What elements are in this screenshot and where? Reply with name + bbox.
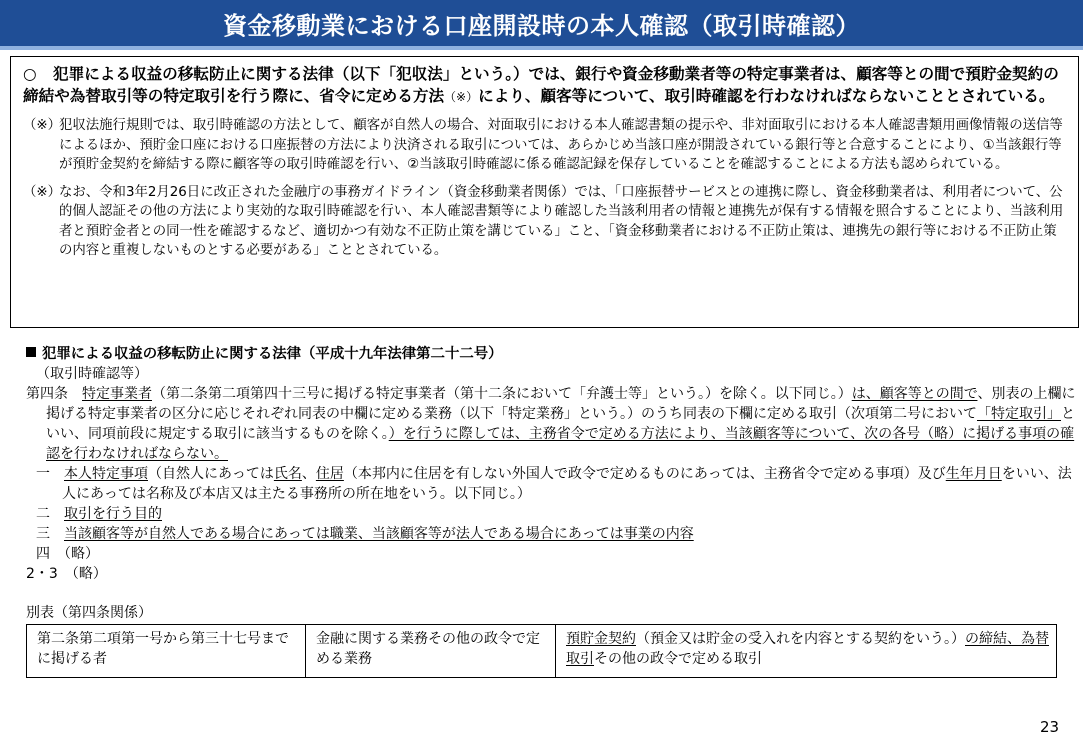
paragraph-2-3-num: 2・3 <box>26 566 58 582</box>
article-f: といい、同項前段に規定する取引に該当するものを除く。 <box>46 406 1075 442</box>
item-1-b: （自然人にあっては <box>148 466 274 482</box>
item-1-e: 住居 <box>315 466 344 482</box>
law-subtitle: （取引時確認等） <box>36 366 148 382</box>
col3-d: その他の政令で定める取引 <box>594 651 762 667</box>
note-1-mark: （※） <box>23 118 62 133</box>
article-b: （第二条第二項第四十三号に掲げる特定事業者（第十二条において「弁護士等」という。）を除く。以下同じ。） <box>152 386 852 402</box>
law-title-text: 犯罪による収益の移転防止に関する法律（平成十九年法律第二十二号） <box>42 346 503 362</box>
table-cell-business: 金融に関する業務その他の政令で定める業務 <box>306 625 556 678</box>
summary-main-pre: 犯罪による収益の移転防止に関する法律（以下「犯収法」という。）では、銀行や資金移動業者等の特定事業者は、顧客等との間で預貯金契約の締結や為替取引等の特定取引を行う際に、省令に定める方法 <box>23 65 1059 105</box>
item-3-text: 当該顧客等が自然人である場合にあっては職業、当該顧客等が法人である場合にあっては事業の内容 <box>64 526 694 542</box>
paragraph-2-3 <box>26 564 1076 584</box>
item-2-num: 二 <box>36 506 50 522</box>
law-section <box>26 344 1076 584</box>
item-4 <box>26 544 1076 564</box>
article-4 <box>26 384 1076 464</box>
table-cell-business-type: 第二条第二項第一号から第三十七号までに掲げる者 <box>27 625 306 678</box>
article-label: 第四条 <box>26 386 68 402</box>
law-title <box>26 344 1076 364</box>
table-cell-transaction <box>556 625 1057 678</box>
item-1-a: 本人特定事項 <box>64 466 148 482</box>
item-1-d: 、 <box>301 466 316 482</box>
note-1-text: 犯収法施行規則では、取引時確認の方法として、顧客が自然人の場合、対面取引における本人確認書類の提示や、非対面取引における本人確認書類用画像情報の送信等によるほか、預貯金口座における口座振替の方法により決済される取引については、あらかじめ当該口座が開設されている銀行等と合意することにより、①当該銀行等が預貯金契約を締結する際に顧客等の取引時確認を行い、②当該取引時確認に係る確認記録を保存していることを確認することによる方法も認められている。 <box>59 118 1063 172</box>
col3-c: の締結、為替取引 <box>566 631 1049 667</box>
note-2 <box>23 183 1066 261</box>
item-4-text: （略） <box>64 546 99 562</box>
square-bullet-icon <box>26 347 36 357</box>
article-c: は、顧客等との間で <box>851 386 978 402</box>
summary-main <box>23 63 1066 108</box>
note-2-mark: （※） <box>23 184 62 200</box>
col3-b: （預金又は貯金の受入れを内容とする契約をいう。） <box>636 631 965 647</box>
item-1-f: （本邦内に住居を有しない外国人で政令で定めるものにあっては、主務省令で定める事項）及び <box>343 466 946 482</box>
table-row <box>27 625 1057 678</box>
page-title: 資金移動業における口座開設時の本人確認（取引時確認） <box>223 11 860 40</box>
article-g: ）を行うに際しては、主務省令で定める方法により、当該顧客等について、次の各号（略）に掲げる事項の確認を行わなければならない。 <box>46 426 1075 462</box>
note-2-text: なお、令和3年2月26日に改正された金融庁の事務ガイドライン（資金移動業者関係）では、「口座振替サービスとの連携に際し、資金移動業者は、利用者について、公的個人認証その他の方法により実効的な取引時確認を行い、本人確認書類等により確認した当該利用者の情報と連携先が保有する情報を照合することにより、当該利用者と預貯金者との同一性を確認するなど、適切かつ有効な不正防止策を講じている」こと、「資金移動業者における不正防止策は、連携先の銀行等における不正防止策の内容と重複しないものとする必要がある」こととされている。 <box>59 184 1064 258</box>
circle-bullet: ○ <box>23 65 37 83</box>
page-number: 23 <box>1040 718 1060 736</box>
article-a: 特定事業者 <box>82 386 152 402</box>
item-2 <box>26 504 1076 524</box>
appendix-caption: 別表（第四条関係） <box>26 605 152 621</box>
note-1 <box>23 116 1066 175</box>
article-d: 、別表の上欄に掲げる特定事業者の区分に応じそれぞれ同表の中欄に定める業務（以下「特定業務」という。）のうち同表の下欄に定める取引（次項第二号において <box>46 386 1076 422</box>
item-1-g: 生年月日 <box>945 466 1002 482</box>
summary-box <box>10 56 1079 328</box>
title-bar <box>0 0 1083 50</box>
appendix-table <box>26 624 1057 678</box>
summary-main-post: により、顧客等について、取引時確認を行わなければならないこととされている。 <box>478 87 1055 105</box>
item-3 <box>26 524 1076 544</box>
item-2-text: 取引を行う目的 <box>64 506 162 522</box>
item-1-h: をいい、法人にあっては名称及び本店又は主たる事務所の所在地をいう。以下同じ。） <box>62 466 1072 502</box>
article-e: 「特定取引」 <box>977 406 1061 422</box>
paragraph-2-3-text: （略） <box>71 566 107 582</box>
item-4-num: 四 <box>36 546 50 562</box>
item-1-num: 一 <box>36 466 50 482</box>
summary-main-mark: （※） <box>444 90 479 104</box>
col3-a: 預貯金契約 <box>566 631 636 647</box>
item-1-c: 氏名 <box>273 466 302 482</box>
item-3-num: 三 <box>36 526 50 542</box>
item-1 <box>26 464 1076 504</box>
